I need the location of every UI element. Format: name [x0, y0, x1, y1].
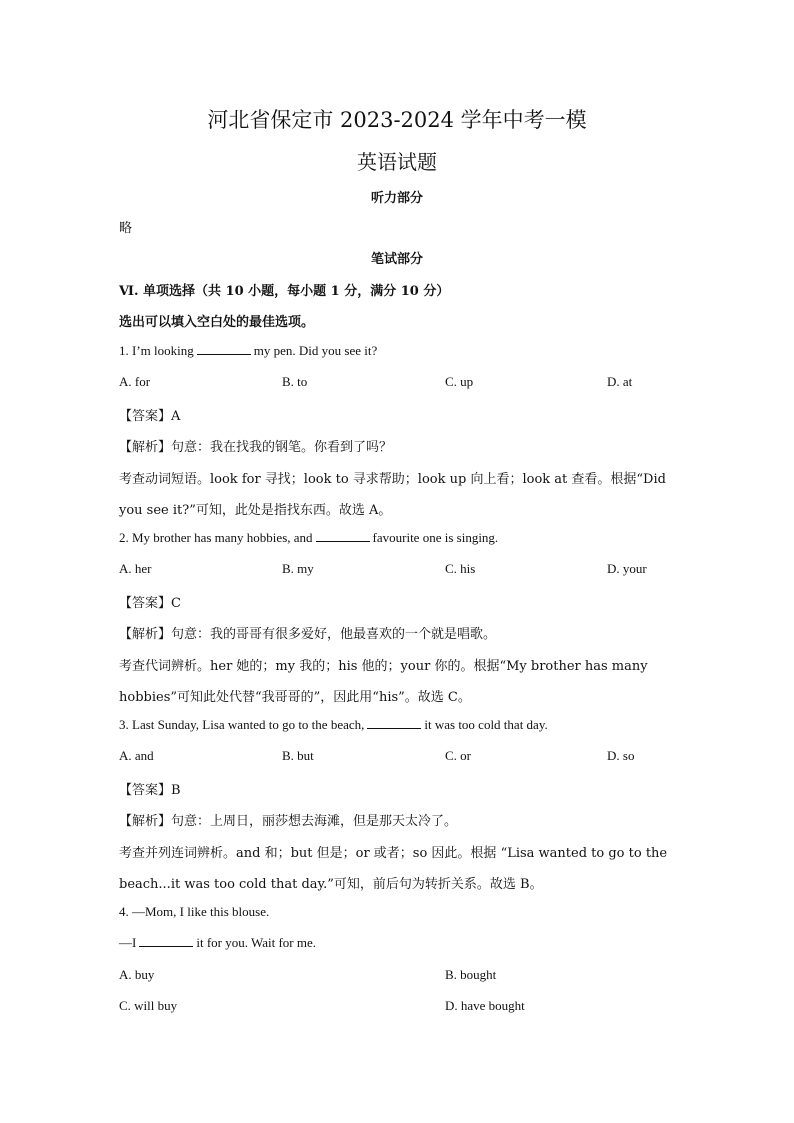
- question-3-option-a: A. and: [119, 748, 154, 763]
- question-3-stem: [119, 717, 548, 733]
- question-1-option-c: C. up: [445, 374, 474, 389]
- question-1-stem-before: 1. I’m looking: [119, 343, 194, 358]
- question-2-analysis: 【解析】句意：我的哥哥有很多爱好，他最喜欢的一个就是唱歌。: [119, 627, 497, 642]
- question-3-option-b: B. but: [282, 748, 314, 763]
- written-heading: 笔试部分: [370, 252, 423, 267]
- question-4-option-c: C. will buy: [119, 998, 178, 1013]
- question-1-analysis: 【解析】句意：我在找我的钢笔。你看到了吗？: [119, 440, 393, 455]
- question-2-analysis-detail: 考查代词辨析。her 她的；my 我的；his 他的；your 你的。根据“My brother has many: [119, 659, 648, 674]
- section-instruction: 选出可以填入空白处的最佳选项。: [119, 315, 315, 330]
- question-4-option-d: D. have bought: [445, 998, 525, 1013]
- question-2-stem-after: favourite one is singing.: [372, 530, 499, 545]
- question-2-answer: 【答案】C: [119, 596, 181, 611]
- question-2-option-d: D. your: [607, 561, 647, 576]
- question-1-analysis-conclusion: you see it?”可知，此处是指找东西。故选 A。: [119, 503, 392, 518]
- question-3-stem-before: 3. Last Sunday, Lisa wanted to go to the beach,: [119, 717, 365, 732]
- question-4-stem: [119, 935, 316, 951]
- question-3-analysis-conclusion: beach...it was too cold that day.”可知，前后句为转折关系。故选 B。: [119, 877, 543, 892]
- question-4-option-b: B. bought: [445, 967, 497, 982]
- answer-blank: [139, 935, 193, 947]
- question-2-option-b: B. my: [282, 561, 314, 576]
- question-2-analysis-conclusion: hobbies”可知此处代替“我哥哥的”，因此用“his”。故选 C。: [119, 690, 471, 705]
- question-3-answer: 【答案】B: [119, 783, 181, 798]
- question-1-answer: 【答案】A: [119, 409, 181, 424]
- question-3-analysis-detail: 考查并列连词辨析。and 和；but 但是；or 或者；so 因此。根据 “Lisa wanted to go to the: [119, 846, 668, 861]
- question-1-stem: [119, 343, 377, 359]
- question-1-option-d: D. at: [607, 374, 633, 389]
- answer-blank: [367, 717, 421, 729]
- exam-subtitle: 英语试题: [357, 150, 437, 174]
- question-3-option-d: D. so: [607, 748, 635, 763]
- answer-blank: [316, 530, 370, 542]
- question-4-dialogue-line-1: 4. —Mom, I like this blouse.: [119, 904, 270, 919]
- question-1-option-b: B. to: [282, 374, 308, 389]
- question-1-stem-after: my pen. Did you see it?: [253, 343, 378, 358]
- question-1-option-a: A. for: [119, 374, 151, 389]
- question-2-option-c: C. his: [445, 561, 476, 576]
- question-4-stem-before: —I: [119, 935, 137, 950]
- question-4-option-a: A. buy: [119, 967, 155, 982]
- exam-title: 河北省保定市 2023-2024 学年中考一模: [207, 108, 587, 132]
- question-2-option-a: A. her: [119, 561, 152, 576]
- question-4-stem-after: it for you. Wait for me.: [196, 935, 317, 950]
- listening-heading: 听力部分: [370, 191, 423, 206]
- question-3-option-c: C. or: [445, 748, 471, 763]
- question-1-analysis-detail: 考查动词短语。look for 寻找；look to 寻求帮助；look up 向上看；look at 查看。根据“Did: [119, 472, 666, 487]
- question-2-stem: [119, 530, 498, 546]
- section-heading: Ⅵ. 单项选择（共 10 小题，每小题 1 分，满分 10 分）: [119, 284, 450, 299]
- listening-note: 略: [119, 221, 133, 236]
- question-3-stem-after: it was too cold that day.: [424, 717, 548, 732]
- question-2-stem-before: 2. My brother has many hobbies, and: [119, 530, 313, 545]
- question-3-analysis: 【解析】句意：上周日，丽莎想去海滩，但是那天太冷了。: [119, 814, 458, 829]
- answer-blank: [197, 343, 251, 355]
